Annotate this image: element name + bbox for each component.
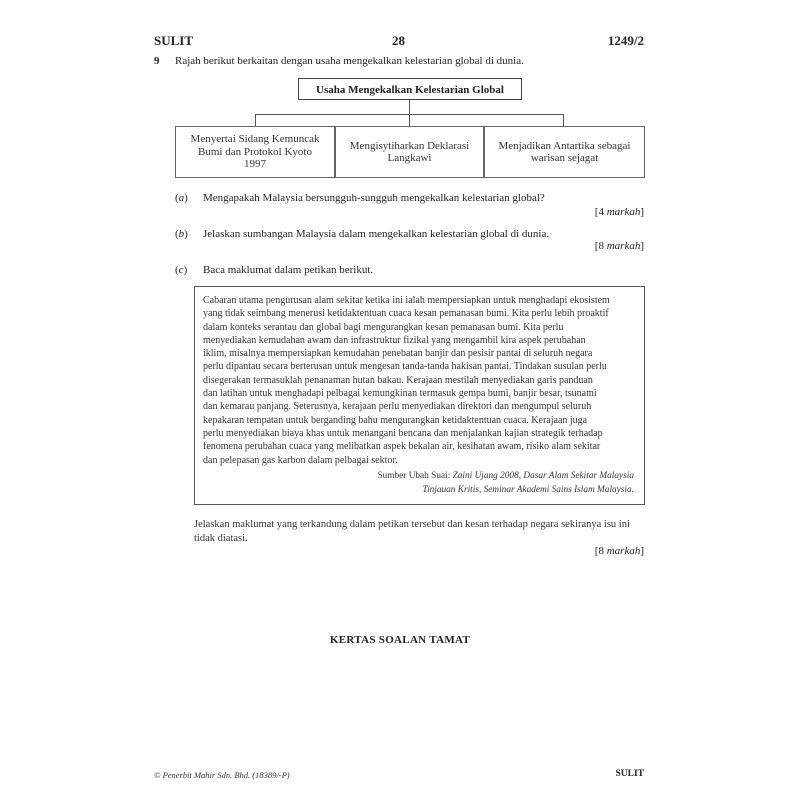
passage-line: yang tidak seimbang menerusi ketidaktentuan cuaca kesan pemanasan bumi. Kita perlu lebih proaktif: [203, 308, 609, 320]
diagram-box-1: [175, 126, 335, 178]
passage-text: [203, 294, 637, 467]
part-c-question: Baca maklumat dalam petikan berikut.: [203, 264, 374, 276]
diagram-connector-left: [255, 114, 256, 126]
passage-line: perlu dipantau secara berterusan untuk mengesan tanda-tanda hakisan pantai. Tindakan susulan perlu: [203, 361, 607, 373]
part-c-label: (c): [175, 264, 188, 276]
passage-line: iklim, misalnya mempersiapkan kemudahan penebatan banjir dan pesisir pantai di seluruh negara: [203, 348, 593, 360]
passage-line: dan kemarau panjang. Seterusnya, kerajaan perlu menyediakan direktori dan mengumpul seluruh: [203, 401, 592, 413]
diagram-box-3-text: Menjadikan Antartika sebagai warisan sejagat: [498, 139, 631, 164]
part-b-marks: [8 markah]: [594, 240, 644, 252]
footer-right: SULIT: [615, 769, 644, 779]
passage-source-2: Tinjauan Kritis, Seminar Akademi Sains Islam Malaysia.: [422, 485, 634, 495]
diagram-connector-right: [563, 114, 564, 126]
diagram-title: Usaha Mengekalkan Kelestarian Global: [316, 84, 504, 96]
diagram-box-1-text: Menyertai Sidang Kemuncak Bumi dan Protokol Kyoto 1997: [190, 133, 320, 171]
part-b-question: Jelaskan sumbangan Malaysia dalam mengekalkan kelestarian global di dunia.: [203, 228, 550, 240]
passage-line: menyediakan kemudahan awam dan infrastruktur fizikal yang mengambil kira aspek perubahan: [203, 334, 586, 346]
passage-line: dan latihan untuk menghadapi pelbagai kemungkinan termasuk gempa bumi, banjir besar, tsunami: [203, 388, 597, 400]
question-intro: Rajah berikut berkaitan dengan usaha mengekalkan kelestarian global di dunia.: [175, 55, 524, 67]
page-number: 28: [392, 33, 405, 48]
diagram-connector-middle: [409, 114, 410, 126]
footer-publisher: © Penerbit Mahir Sdn. Bhd. (18389/-P): [154, 770, 290, 780]
part-a-question: Mengapakah Malaysia bersungguh-sungguh mengekalkan kelestarian global?: [203, 192, 545, 204]
passage-source-1: Sumber Ubah Suai: Zaini Ujang 2008, Dasar Alam Sekitar Malaysia: [377, 471, 634, 481]
diagram-box-2: [335, 126, 484, 178]
diagram-box-3: [484, 126, 645, 178]
passage-line: dan pelepasan gas karbon dalam pelbagai sektor.: [203, 454, 398, 466]
passage-line: kepakaran tempatan untuk berganding bahu mengurangkan ketidaktentuan cuaca. Kerajaan juga: [203, 414, 588, 426]
part-a-marks: [4 markah]: [594, 206, 644, 218]
header-right: 1249/2: [607, 33, 644, 48]
question-number: 9: [154, 55, 160, 67]
end-of-paper: KERTAS SOALAN TAMAT: [329, 634, 471, 646]
diagram-title-box: [298, 78, 522, 100]
passage-line: perlu menyediakan biaya khas untuk menangani bencana dan menjalankan kajian strategik terhadap: [203, 427, 603, 439]
passage-line: fenomena perubahan cuaca yang melibatkan aspek bekalan air, kesihatan awam, risiko alam sekitar: [203, 441, 601, 453]
part-b-label: (b): [175, 228, 188, 240]
diagram-connector-vertical: [409, 100, 410, 114]
passage-line: Cabaran utama pengurusan alam sekitar ketika ini ialah mempersiapkan untuk menghadapi ekosistem: [203, 295, 610, 306]
passage-line: disegerakan termasuklah penanaman hutan bakau. Kerajaan mestilah menyediakan garis panduan: [203, 374, 593, 386]
passage-line: dalam konteks serantau dan global bagi mengurangkan kesan pemanasan bumi. Kita perlu: [203, 321, 564, 333]
diagram-box-2-text: Mengisytiharkan Deklarasi Langkawi: [349, 139, 470, 164]
part-c-marks: [8 markah]: [594, 545, 644, 557]
part-a-label: (a): [175, 192, 188, 204]
header-left: SULIT: [154, 33, 194, 48]
part-c-instruction: Jelaskan maklumat yang terkandung dalam petikan tersebut dan kesan terhadap negara sekiranya isu ini tidak diatasi.: [194, 519, 630, 544]
